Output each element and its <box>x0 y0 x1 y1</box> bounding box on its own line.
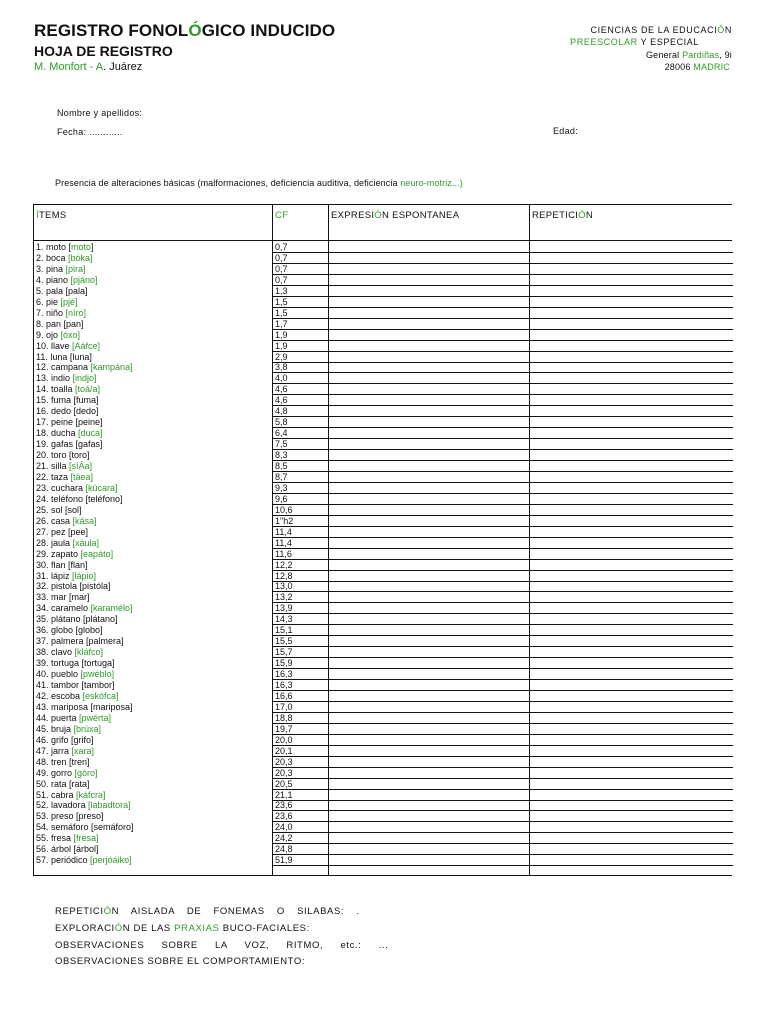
cf-value: 16,6 <box>275 690 293 701</box>
item-word: 35. plátano [plátano] <box>36 614 118 625</box>
item-word: 6. pie [pjé] <box>36 296 78 307</box>
table-row <box>34 592 732 603</box>
item-word: 16. dedo [dedo] <box>36 406 99 417</box>
cf-value: 8,7 <box>275 471 288 482</box>
cf-value: 8,3 <box>275 450 288 461</box>
cf-value: 16,3 <box>275 680 293 690</box>
cf-value: 15,5 <box>275 636 293 647</box>
item-word: 21. silla [síÁa] <box>36 461 93 471</box>
table-row <box>34 811 732 822</box>
age-field-label: Edad: <box>553 126 579 136</box>
table-row <box>34 428 732 439</box>
cf-value: 0,7 <box>275 263 288 274</box>
table-row <box>34 362 732 373</box>
table-row <box>34 625 732 636</box>
table-row <box>34 461 732 472</box>
cf-value: 51,9 <box>275 855 293 866</box>
item-word: 22. taza [táea] <box>36 471 94 482</box>
table-row <box>34 264 732 275</box>
table-row <box>34 724 732 735</box>
cf-value: 15,7 <box>275 647 293 658</box>
table-row <box>34 669 732 680</box>
cf-value: 7,5 <box>275 439 288 450</box>
cf-value: 13,0 <box>275 581 293 592</box>
table-row <box>34 242 732 253</box>
item-word: 8. pan [pan] <box>36 318 84 329</box>
item-word: 9. ojo [óxo] <box>36 329 81 340</box>
cf-value: 11,6 <box>275 548 292 559</box>
table-row <box>34 614 732 625</box>
table-row <box>34 779 732 790</box>
table-row <box>34 549 732 560</box>
item-word: 52. lavadora [labadtora] <box>36 800 131 811</box>
item-word: 24. teléfono [teléfono] <box>36 493 123 504</box>
cf-value: 14,3 <box>275 614 293 625</box>
cf-value: 1,3 <box>275 285 288 296</box>
table-row <box>34 746 732 757</box>
item-word: 29. zapato [eapáto] <box>36 548 114 559</box>
item-word: 19. gafas [gafas] <box>36 439 103 450</box>
cf-value: 1,9 <box>275 329 288 340</box>
behavior-observations-prompt: OBSERVACIONES SOBRE EL COMPORTAMIENTO: <box>55 956 306 967</box>
table-row <box>34 680 732 691</box>
item-word: 27. pez [pee] <box>36 526 89 537</box>
cf-value: 24,8 <box>275 844 293 855</box>
item-word: 39. tortuga [tortuga] <box>36 658 115 669</box>
item-word: 30. flan [flan] <box>36 559 88 570</box>
cf-value: 4,6 <box>275 384 288 395</box>
cf-value: 16,3 <box>275 669 293 680</box>
table-row <box>34 516 732 527</box>
cf-value: 12,2 <box>275 559 293 570</box>
table-row <box>34 560 732 571</box>
item-word: 43. mariposa [mariposa] <box>36 701 133 712</box>
cf-value: 5,8 <box>275 417 288 428</box>
table-row <box>34 800 732 811</box>
item-word: 47. jarra [xara] <box>36 745 95 756</box>
isolated-repetition-prompt: REPETICIÓN AISLADA DE FONEMAS O SILABAS: . <box>55 906 360 917</box>
cf-value: 20,0 <box>275 734 293 745</box>
item-word: 54. semáforo [semáforo] <box>36 822 134 833</box>
item-word: 38. clavo [kláfco] <box>36 647 104 658</box>
item-word: 37. palmera [palmera] <box>36 636 124 647</box>
item-word: 31. lápiz [lápio] <box>36 570 97 581</box>
item-word: 15. fuma [fuma] <box>36 395 99 406</box>
table-row <box>34 790 732 801</box>
item-word: 51. cabra [káfcra] <box>36 789 106 800</box>
cf-value: 1,7 <box>275 318 288 329</box>
item-word: 11. luna [luna] <box>36 351 92 362</box>
cf-value: 1"h2 <box>275 515 294 526</box>
cf-value: 13,9 <box>275 603 293 614</box>
table-row <box>34 253 732 264</box>
record-table <box>33 204 732 876</box>
cf-value: 21,1 <box>275 789 293 800</box>
table-row <box>34 735 732 746</box>
item-word: 26. casa [kása] <box>36 515 97 526</box>
cf-value: 4,6 <box>275 395 288 406</box>
item-word: 7. niño [níro] <box>36 307 87 318</box>
item-word: 45. bruja [brúxa] <box>36 723 102 734</box>
table-row <box>34 275 732 286</box>
table-row <box>34 603 732 614</box>
cf-value: 23,6 <box>275 800 293 811</box>
cf-value: 20,3 <box>275 767 293 778</box>
item-word: 41. tambor [tambor] <box>36 680 115 690</box>
cf-value: 0,7 <box>275 242 288 252</box>
spontaneous-answer-line[interactable] <box>329 865 529 866</box>
item-word: 34. caramelo [karamélo] <box>36 603 133 614</box>
cf-value: 9,6 <box>275 493 288 504</box>
item-word: 57. periódico [perjóáiko] <box>36 855 132 866</box>
publisher-city: 28006 MADRIC <box>664 62 730 72</box>
table-row <box>34 581 732 592</box>
table-row <box>34 505 732 516</box>
cf-value: 15,9 <box>275 658 293 669</box>
item-word: 12. campana [kampána] <box>36 362 133 373</box>
table-row <box>34 713 732 724</box>
table-row <box>34 768 732 779</box>
item-word: 46. grifo [grifo] <box>36 734 94 745</box>
table-row <box>34 702 732 713</box>
table-row <box>34 439 732 450</box>
cf-value: 13,2 <box>275 592 293 603</box>
cf-value: 1,5 <box>275 296 288 307</box>
col-header-items: ÍTEMS <box>36 210 67 221</box>
col-header-repetition: REPETICIÓN <box>532 210 594 221</box>
cf-value: 4,0 <box>275 373 288 384</box>
table-row <box>34 538 732 549</box>
cf-value: 2,9 <box>275 351 288 362</box>
table-row <box>34 450 732 461</box>
cf-value: 19,7 <box>275 723 293 734</box>
cf-cell-line <box>272 865 328 866</box>
cf-value: 11,4 <box>275 537 292 548</box>
cf-value: 20,1 <box>275 745 293 756</box>
item-word: 25. sol [sol] <box>36 504 82 515</box>
authors: M. Monfort - A. Juárez <box>34 61 143 73</box>
table-row <box>34 319 732 330</box>
table-row <box>34 286 732 297</box>
table-row <box>34 527 732 538</box>
cf-value: 20,3 <box>275 756 293 767</box>
table-row <box>34 822 732 833</box>
table-row <box>34 352 732 363</box>
item-word: 13. indio [indjo] <box>36 373 97 384</box>
publisher-line-1: CIENCIAS DE LA EDUCACIÓN <box>590 25 732 35</box>
table-row <box>34 297 732 308</box>
table-row <box>34 483 732 494</box>
document-title: REGISTRO FONOLÓGICO INDUCIDO <box>34 21 336 40</box>
item-word: 50. rata [rata] <box>36 778 90 789</box>
cf-value: 1,9 <box>275 340 288 351</box>
item-word: 23. cuchara [kúcara] <box>36 482 118 493</box>
item-word: 18. ducha [duca] <box>36 428 103 439</box>
document-subtitle: HOJA DE REGISTRO <box>34 43 173 59</box>
item-word: 56. árbol [árbol] <box>36 844 99 855</box>
item-word: 48. tren [tren] <box>36 756 90 767</box>
publisher-address: General Pardiñas, 9i <box>645 50 732 60</box>
item-word: 32. pistola [pistóla] <box>36 581 111 592</box>
table-row <box>34 373 732 384</box>
cf-value: 11,4 <box>275 526 292 537</box>
cf-value: 9,3 <box>275 482 288 493</box>
table-row <box>34 341 732 352</box>
table-row <box>34 691 732 702</box>
col-header-cf: CF <box>275 210 289 221</box>
item-word: 10. llave [Aáfce] <box>36 340 101 351</box>
table-row <box>34 855 732 866</box>
item-word: 2. boca [bóka] <box>36 252 93 263</box>
cf-value: 24,0 <box>275 822 293 833</box>
repetition-answer-line[interactable] <box>530 865 733 866</box>
table-row <box>34 658 732 669</box>
item-word: 17. peine [peine] <box>36 417 103 428</box>
name-field-label: Nombre y apellidos: <box>57 108 143 118</box>
date-field-label: Fecha: ............ <box>57 127 123 137</box>
item-word: 55. fresa [fresa] <box>36 833 99 844</box>
table-row <box>34 844 732 855</box>
item-word: 33. mar [mar] <box>36 592 90 603</box>
item-word: 36. globo [globo] <box>36 625 103 636</box>
table-row <box>34 472 732 483</box>
item-word: 5. pala [pala] <box>36 285 88 296</box>
table-row <box>34 384 732 395</box>
praxis-exploration-prompt: EXPLORACIÓN DE LAS PRAXIAS BUCO-FACIALES: <box>55 923 310 934</box>
cf-value: 3,8 <box>275 362 288 373</box>
col-header-spontaneous: EXPRESIÓN ESPONTANEA <box>331 210 460 221</box>
item-word: 49. gorro [góro] <box>36 767 98 778</box>
table-row <box>34 494 732 505</box>
voice-observations-prompt: OBSERVACIONES SOBRE LA VOZ, RITMO, etc.: ... <box>55 940 389 951</box>
cf-value: 17,0 <box>275 701 293 712</box>
cf-value: 23,6 <box>275 811 293 822</box>
item-word: 42. escoba [eskófca] <box>36 690 119 701</box>
table-row <box>34 571 732 582</box>
table-row <box>34 417 732 428</box>
basic-alterations-prompt: Presencia de alteraciones básicas (malformaciones, deficiencia auditiva, deficiencia neuro-motriz...) <box>55 178 463 188</box>
cf-value: 0,7 <box>275 274 288 285</box>
item-word: 28. jaula [xáula] <box>36 537 100 548</box>
cf-value: 15,1 <box>275 625 293 636</box>
table-row <box>34 395 732 406</box>
cf-value: 4,8 <box>275 406 288 417</box>
table-row <box>34 833 732 844</box>
item-word: 20. toro [toro] <box>36 450 90 461</box>
table-row <box>34 636 732 647</box>
table-row <box>34 757 732 768</box>
cf-value: 18,8 <box>275 712 293 723</box>
table-row <box>34 647 732 658</box>
item-word: 14. toalla [toá/a] <box>36 384 101 395</box>
table-row <box>34 406 732 417</box>
item-word: 4. piano [pjáno] <box>36 274 98 285</box>
cf-value: 12,8 <box>275 570 293 581</box>
cf-value: 1,5 <box>275 307 288 318</box>
item-word: 1. moto [moto] <box>36 242 94 252</box>
item-word: 44. puerta [pwérta] <box>36 712 112 723</box>
cf-value: 8,5 <box>275 461 288 471</box>
cf-value: 24,2 <box>275 833 293 844</box>
publisher-line-2: PREESCOLAR Y ESPECIAL <box>570 37 699 47</box>
table-row <box>34 308 732 319</box>
cf-value: 10,6 <box>275 504 293 515</box>
item-word: 40. pueblo [pwéblo] <box>36 669 115 680</box>
item-word: 53. preso [preso] <box>36 811 104 822</box>
cf-value: 6,4 <box>275 428 288 439</box>
item-word: 3. pina [pira] <box>36 263 86 274</box>
cf-value: 20,5 <box>275 778 293 789</box>
table-row <box>34 330 732 341</box>
header-divider <box>34 240 732 241</box>
cf-value: 0,7 <box>275 252 288 263</box>
